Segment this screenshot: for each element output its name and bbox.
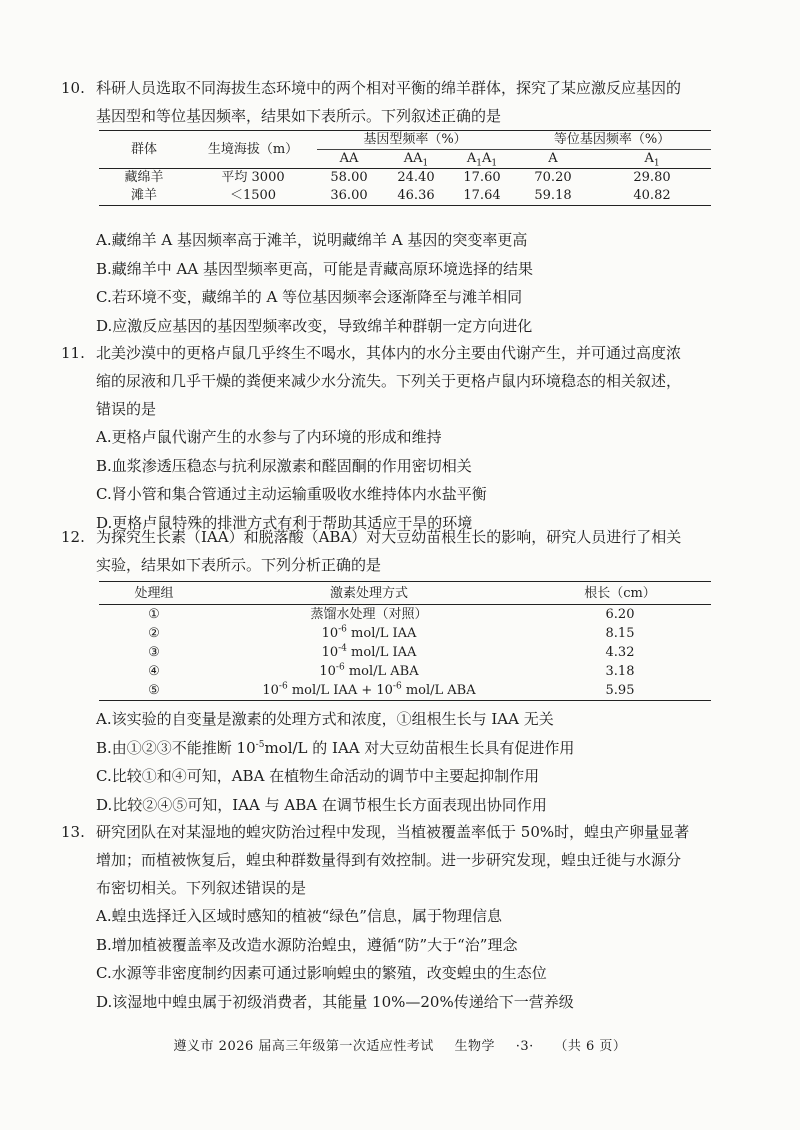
- stem-line: 为探究生长素（IAA）和脱落酸（ABA）对大豆幼苗根生长的影响，研究人员进行了相关: [96, 528, 682, 546]
- option-b[interactable]: B.由①②③不能推断 $10^{-5}mol/L$ 的 IAA 对大豆幼苗根生长具有促进作用: [96, 738, 575, 757]
- cell-method: $10^{-6}$ mol/L IAA + $10^{-6}$ mol/L ABA: [209, 681, 529, 701]
- exam-title: 遵义市 2026 届高三年级第一次适应性考试: [173, 1039, 434, 1054]
- cell-root-length: 3.18: [605, 664, 635, 679]
- option-d[interactable]: D.更格卢鼠特殊的排泄方式有利于帮助其适应干旱的环境: [96, 513, 473, 532]
- cell-A1: 29.80: [633, 170, 671, 185]
- stem-line: 实验，结果如下表所示。下列分析正确的是: [96, 556, 382, 574]
- cell-altitude: ＜1500: [189, 187, 317, 206]
- question-stem: [96, 523, 728, 579]
- option-d[interactable]: D.该湿地中蝗虫属于初级消费者，其能量 10%—20%传递给下一营养级: [96, 992, 574, 1011]
- option-b[interactable]: B.血浆渗透压稳态与抗利尿激素和醛固酮的作用密切相关: [96, 456, 472, 475]
- cell-A: 59.18: [513, 187, 593, 206]
- question-number: 10.: [61, 79, 85, 97]
- cell-group: 滩羊: [99, 187, 189, 206]
- header-genotype: 基因型频率（%）: [317, 131, 513, 150]
- option-d[interactable]: D.比较②④⑤可知，IAA 与 ABA 在调节根生长方面表现出协同作用: [96, 795, 547, 814]
- option-c[interactable]: C.若环境不变，藏绵羊的 A 等位基因频率会逐渐降至与滩羊相同: [96, 288, 523, 306]
- question-number: 13.: [61, 823, 85, 841]
- cell-root-length: 5.95: [529, 681, 711, 701]
- header-root-length: 根长（cm）: [529, 582, 711, 605]
- page-number: ·3·: [515, 1039, 534, 1054]
- stem-line: 基因型和等位基因频率，结果如下表所示。下列叙述正确的是: [96, 107, 502, 125]
- option-b[interactable]: B.藏绵羊中 AA 基因型频率更高，可能是青藏高原环境选择的结果: [96, 259, 533, 278]
- stem-line: 布密切相关。下列叙述错误的是: [96, 879, 307, 897]
- table-row: [99, 662, 711, 681]
- cell-method: $10^{-6}$ mol/L IAA: [321, 624, 417, 641]
- table-row: [99, 681, 711, 701]
- cell-A1A1: 17.60: [463, 170, 501, 185]
- header-group: 群体: [99, 131, 189, 169]
- option-d[interactable]: D.应激反应基因的基因型频率改变，导致绵羊种群朝一定方向进化: [96, 316, 533, 335]
- stem-line: 北美沙漠中的更格卢鼠几乎终生不喝水，其体内的水分主要由代谢产生，并可通过高度浓: [96, 344, 682, 362]
- question-stem: [96, 339, 728, 423]
- subject-name: 生物学: [454, 1039, 496, 1054]
- subheader-AA: AA: [317, 150, 381, 169]
- option-a[interactable]: A.藏绵羊 A 基因频率高于滩羊，说明藏绵羊 A 基因的突变率更高: [96, 231, 528, 249]
- question-12: [61, 523, 728, 579]
- stem-line: 科研人员选取不同海拔生态环境中的两个相对平衡的绵羊群体，探究了某应激反应基因的: [96, 79, 682, 97]
- cell-group: ②: [148, 626, 160, 641]
- option-c[interactable]: C.水源等非密度制约因素可通过影响蝗虫的繁殖，改变蝗虫的生态位: [96, 964, 547, 982]
- subheader-AA1: $AA_1$: [381, 150, 451, 169]
- cell-group: ⑤: [99, 681, 209, 701]
- stem-line: 错误的是: [96, 400, 157, 418]
- cell-AA: 58.00: [330, 170, 368, 185]
- option-c[interactable]: C.比较①和④可知，ABA 在植物生命活动的调节中主要起抑制作用: [96, 767, 540, 785]
- hormone-treatment-table: [99, 581, 711, 701]
- cell-method: $10^{-4}$ mol/L IAA: [321, 643, 417, 660]
- page-footer: [0, 1035, 800, 1054]
- cell-A1: 40.82: [593, 187, 711, 206]
- question-number: 12.: [61, 528, 85, 546]
- header-altitude: 生境海拔（m）: [189, 131, 317, 169]
- stem-line: 缩的尿液和几乎干燥的粪便来减少水分流失。下列关于更格卢鼠内环境稳态的相关叙述，: [96, 372, 682, 390]
- cell-altitude: 平均 3000: [221, 170, 285, 185]
- cell-group: ③: [148, 645, 160, 660]
- question-10-options: [68, 226, 728, 340]
- header-method: 激素处理方式: [209, 582, 529, 605]
- cell-A: 70.20: [534, 170, 572, 185]
- table-row: [99, 169, 711, 188]
- cell-method: 蒸馏水处理（对照）: [310, 607, 428, 622]
- header-allele: 等位基因频率（%）: [513, 131, 711, 150]
- cell-A1A1: 17.64: [451, 187, 513, 206]
- table-row: [99, 624, 711, 643]
- subheader-A1: $A_1$: [593, 150, 711, 169]
- cell-group: ①: [148, 607, 160, 622]
- option-b[interactable]: B.增加植被覆盖率及改造水源防治蝗虫，遵循“防”大于“治”理念: [96, 935, 518, 954]
- question-number: 11.: [61, 344, 85, 362]
- page-total: （共 6 页）: [554, 1039, 627, 1054]
- question-12-options: [68, 705, 728, 819]
- option-a[interactable]: A.该实验的自变量是激素的处理方式和浓度，①组根生长与 IAA 无关: [96, 710, 554, 728]
- cell-root-length: 6.20: [605, 607, 635, 622]
- cell-root-length: 4.32: [605, 645, 635, 660]
- cell-AA1: 46.36: [381, 187, 451, 206]
- option-a[interactable]: A.更格卢鼠代谢产生的水参与了内环境的形成和维持: [96, 428, 442, 446]
- question-10: [61, 74, 728, 130]
- question-13: [61, 818, 728, 1016]
- subheader-A: A: [513, 150, 593, 169]
- table-row: [99, 605, 711, 625]
- option-c[interactable]: C.肾小管和集合管通过主动运输重吸收水维持体内水盐平衡: [96, 485, 487, 503]
- header-group: 处理组: [99, 582, 209, 605]
- cell-method: $10^{-6}$ mol/L ABA: [319, 662, 419, 679]
- cell-root-length: 8.15: [605, 626, 635, 641]
- option-a[interactable]: A.蝗虫选择迁入区域时感知的植被“绿色”信息，属于物理信息: [96, 907, 502, 925]
- stem-line: 研究团队在对某湿地的蝗灾防治过程中发现，当植被覆盖率低于 50%时，蝗虫产卵量显著: [96, 823, 690, 841]
- subheader-A1A1: $A_1A_1$: [451, 150, 513, 169]
- cell-AA: 36.00: [317, 187, 381, 206]
- table-row: [99, 187, 711, 206]
- question-stem: [96, 74, 728, 130]
- cell-AA1: 24.40: [397, 170, 435, 185]
- cell-group: 藏绵羊: [124, 170, 164, 185]
- genotype-frequency-table: [99, 130, 711, 206]
- cell-group: ④: [148, 664, 160, 679]
- question-stem: [96, 818, 728, 902]
- table-row: [99, 643, 711, 662]
- stem-line: 增加；而植被恢复后，蝗虫种群数量得到有效控制。进一步研究发现，蝗虫迁徙与水源分: [96, 851, 682, 869]
